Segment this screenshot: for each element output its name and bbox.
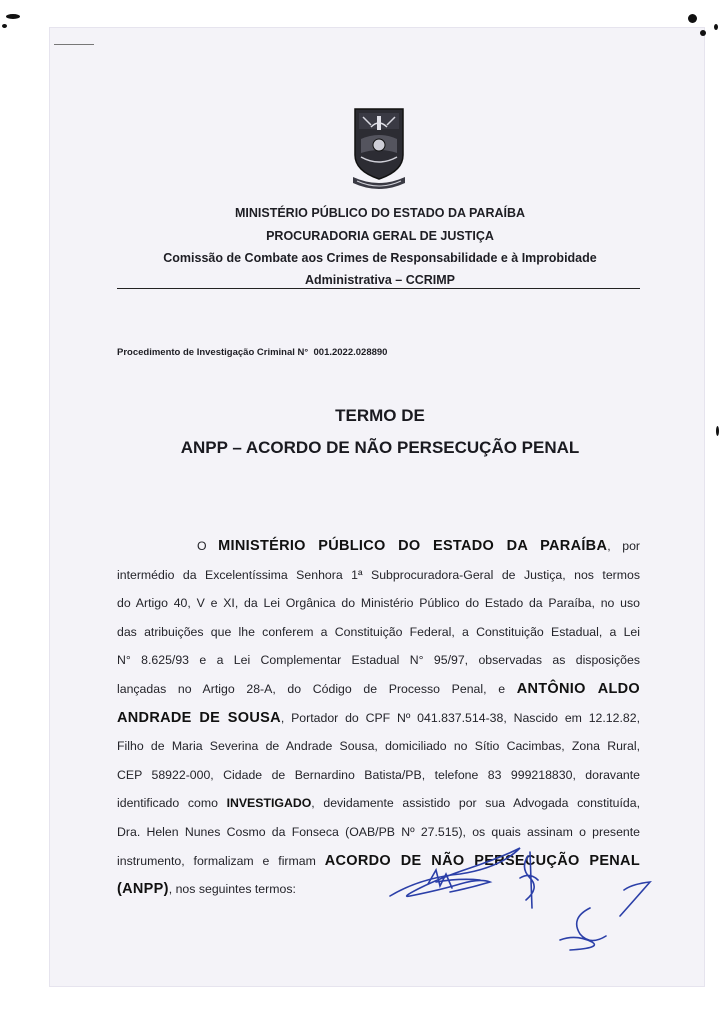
coat-of-arms-emblem	[351, 107, 407, 193]
handwritten-signatures	[380, 838, 680, 958]
body-line: intermédio da Excelentíssima Senhora 1ª Subprocuradora-Geral de Justiça, nos termos	[117, 567, 640, 582]
agreement-acronym: (ANPP)	[117, 881, 169, 898]
body-line: Dra. Helen Nunes Cosmo da Fonseca (OAB/PB Nº 27.515), os quais assinam o presente	[117, 824, 640, 839]
investigated-label: INVESTIGADO	[226, 796, 312, 811]
document-title-line-1: TERMO DE	[335, 406, 425, 425]
scan-speck	[716, 426, 719, 436]
body-line: CEP 58922-000, Cidade de Bernardino Batista/PB, telefone 83 999218830, doravante	[117, 767, 640, 782]
procedure-label: Procedimento de Investigação Criminal N°	[117, 347, 309, 358]
header-line-1: MINISTÉRIO PÚBLICO DO ESTADO DA PARAÍBA	[234, 206, 526, 220]
party-mp-name: MINISTÉRIO PÚBLICO DO ESTADO DA PARAÍBA	[218, 538, 608, 554]
scan-speck	[2, 24, 7, 28]
header-divider	[117, 288, 640, 289]
investigated-name-part-2: ANDRADE DE SOUSA	[117, 709, 281, 726]
header-line-3: Comissão de Combate aos Crimes de Responsabilidade e à Improbidade	[163, 251, 597, 265]
header-line-4: Administrativa – CCRIMP	[304, 273, 456, 287]
agreement-name: ACORDO DE NÃO PERSECUÇÃO PENAL	[324, 852, 640, 869]
procedure-reference	[117, 347, 387, 358]
body-line: N° 8.625/93 e a Lei Complementar Estadual N° 95/97, observadas as disposições	[117, 653, 640, 668]
body-line: O MINISTÉRIO PÚBLICO DO ESTADO DA PARAÍBA, por	[197, 538, 641, 554]
scan-speck	[6, 14, 20, 19]
body-line: ANDRADE DE SOUSA, Portador do CPF Nº 041.837.514-38, Nascido em 12.12.82,	[117, 709, 640, 726]
body-line: Filho de Maria Severina de Andrade Sousa, domiciliado no Sítio Cacimbas, Zona Rural,	[117, 739, 640, 754]
investigated-name-part-1: ANTÔNIO ALDO	[516, 680, 640, 697]
scan-speck	[714, 24, 718, 30]
scan-mark	[54, 44, 94, 45]
body-line: do Artigo 40, V e XI, da Lei Orgânica do Ministério Público do Estado da Paraíba, no uso	[117, 596, 640, 611]
document-title-line-2: ANPP – ACORDO DE NÃO PERSECUÇÃO PENAL	[180, 438, 580, 457]
body-line: (ANPP), nos seguintes termos:	[117, 881, 296, 898]
body-line: lançadas no Artigo 28-A, do Código de Processo Penal, e ANTÔNIO ALDO	[117, 680, 640, 697]
body-line: das atribuições que lhe conferem a Constituição Federal, a Constituição Estadual, a Lei	[117, 624, 640, 639]
scan-speck	[700, 30, 706, 36]
header-line-2: PROCURADORIA GERAL DE JUSTIÇA	[266, 229, 494, 243]
body-line: identificado como INVESTIGADO, devidamente assistido por sua Advogada constituída,	[117, 796, 640, 811]
scan-speck	[688, 14, 697, 23]
body-line: instrumento, formalizam e firmam ACORDO DE NÃO PERSECUÇÃO PENAL	[117, 852, 640, 869]
procedure-number: 001.2022.028890	[313, 347, 388, 358]
